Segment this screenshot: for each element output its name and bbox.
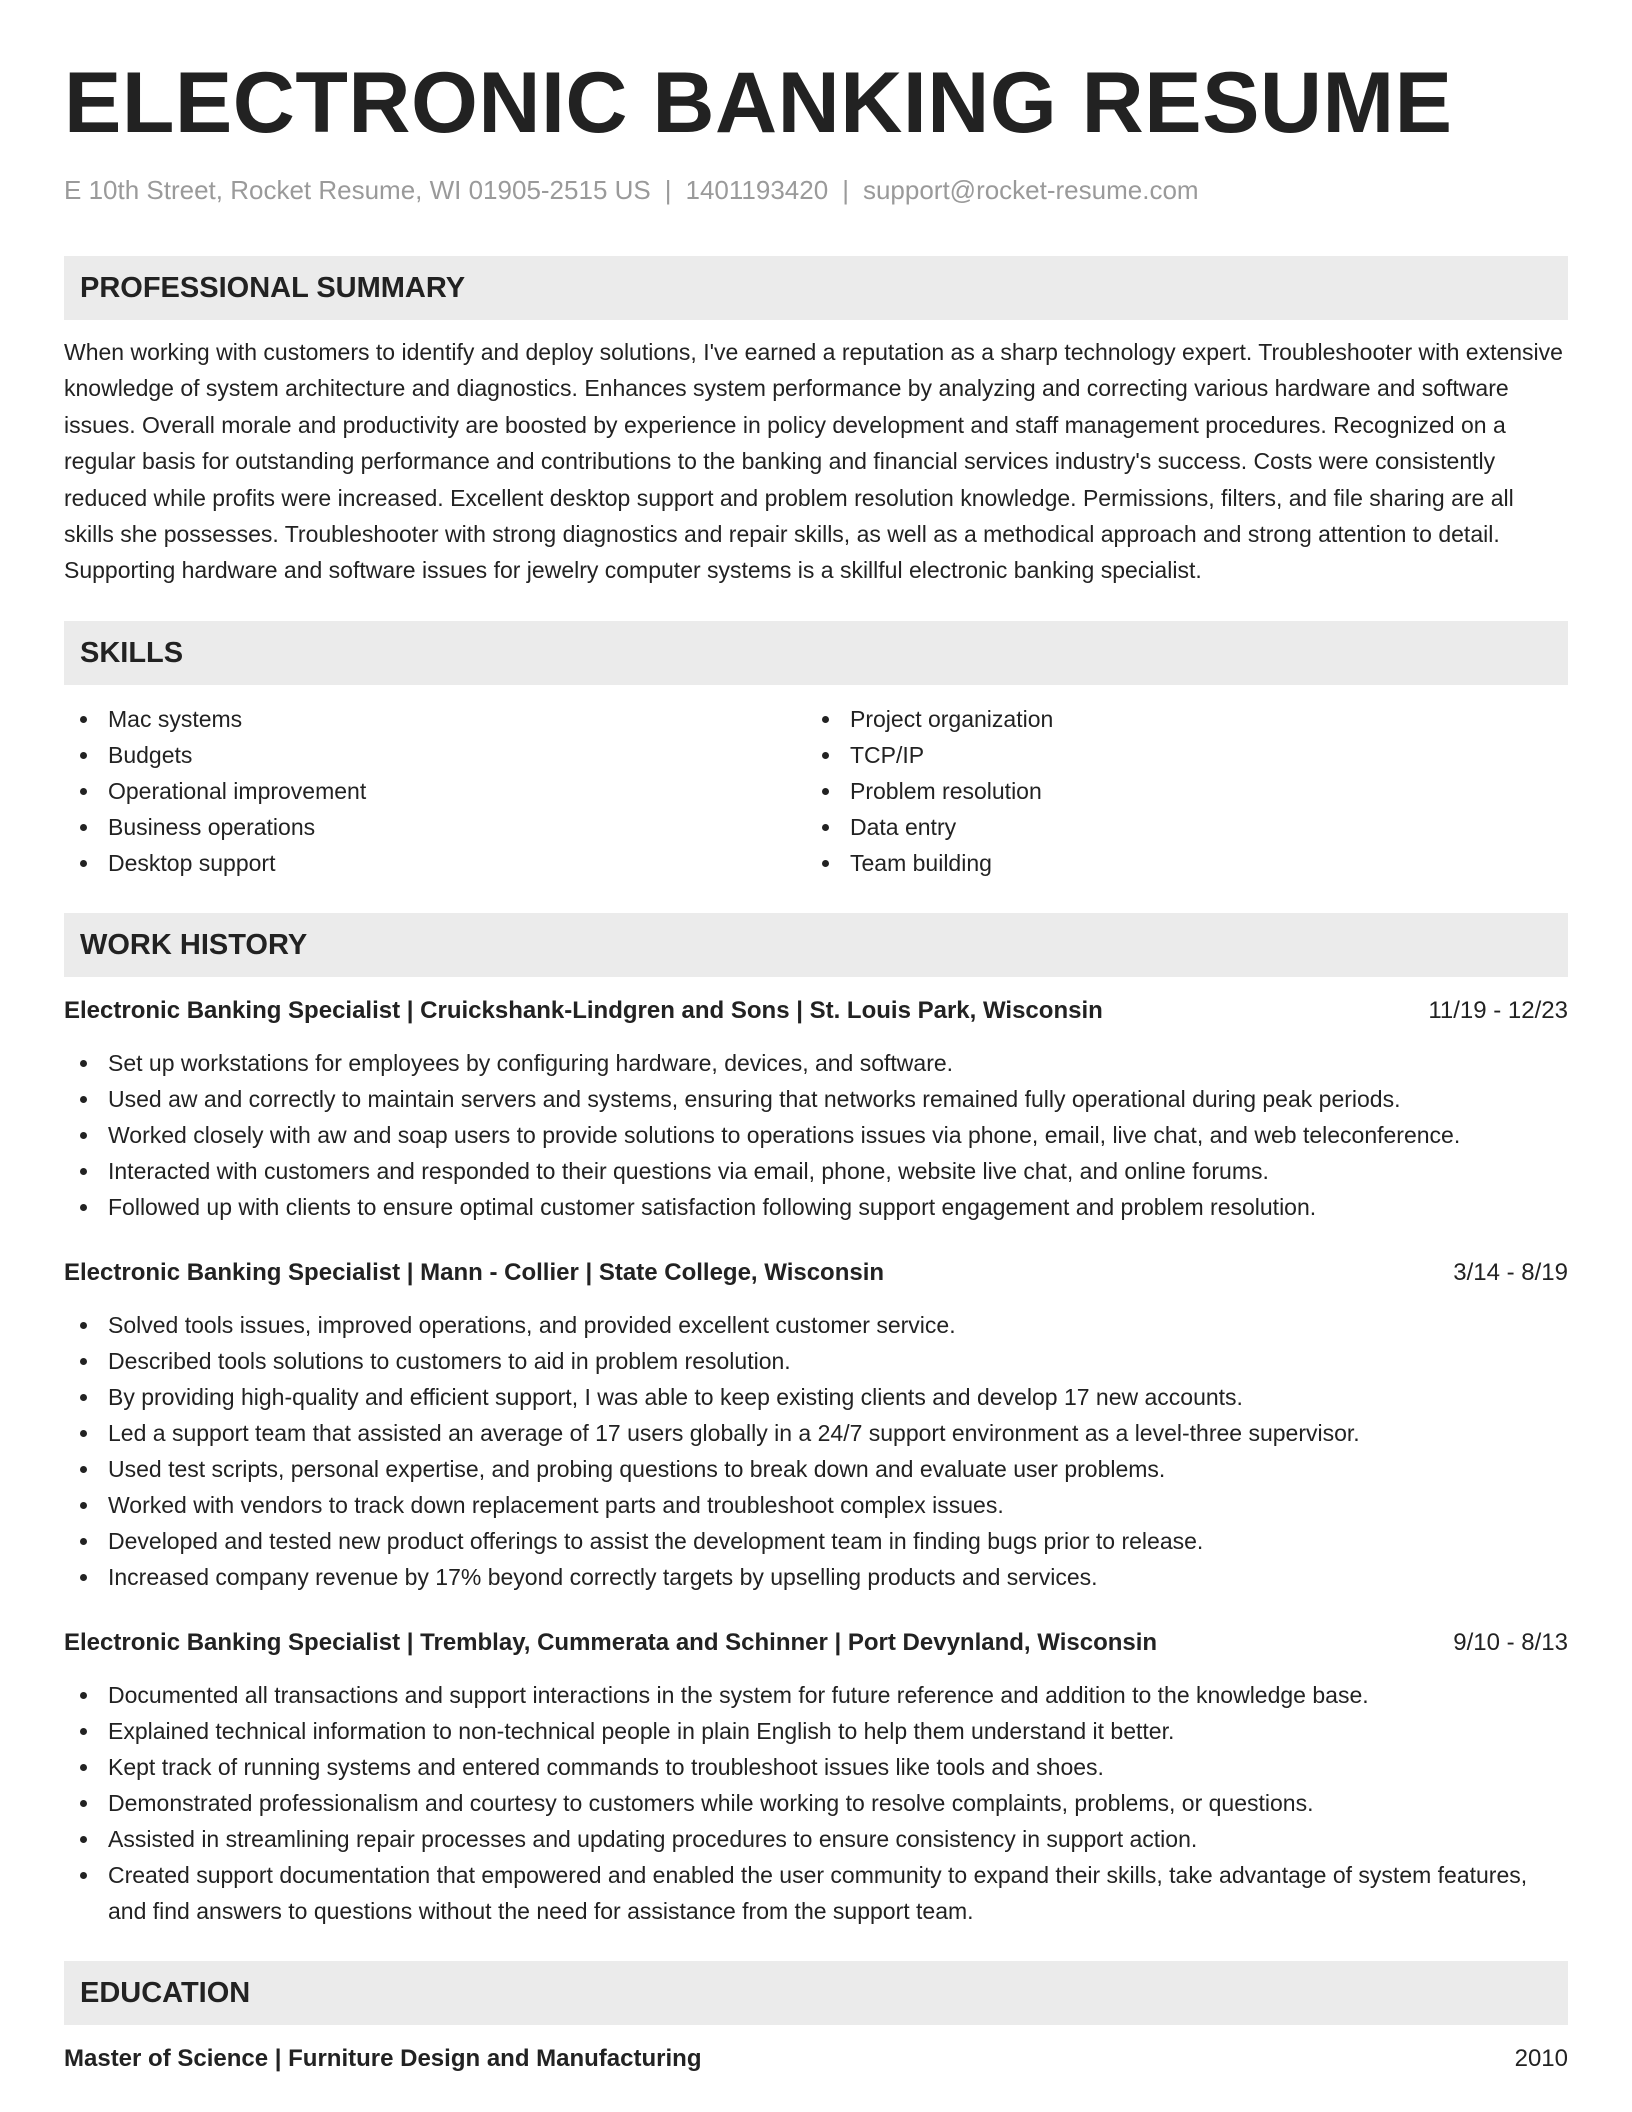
skill-item: Team building [806,845,1548,881]
summary-text: When working with customers to identify and deploy solutions, I've earned a reputation as a sharp technology expert. Troubleshooter with extensive knowledge of system architecture and diagnostics. Enhances system performance by analyzing and correcting various hardware and software issues. Overall morale and productivity are boosted by experience in policy development and staff management procedures. Recognized on a regular basis for outstanding performance and contributions to the banking and financial services industry's success. Costs were consistently reduced while profits were increased. Excellent desktop support and problem resolution knowledge. Permissions, filters, and file sharing are all skills she possesses. Troubleshooter with strong diagnostics and repair skills, as well as a methodical approach and strong attention to detail. Supporting hardware and software issues for jewelry computer systems is a skillful electronic banking specialist. [64,339,1563,584]
skill-item: Budgets [64,737,806,773]
job-bullet: Created support documentation that empowered and enabled the user community to expand their skills, take advantage of system features, and find answers to questions without the need for assistance from the support team. [64,1857,1568,1929]
job-bullet: Followed up with clients to ensure optimal customer satisfaction following support engagement and problem resolution. [64,1189,1568,1225]
education-heading: EDUCATION [64,1961,1568,2025]
job-bullet: Set up workstations for employees by configuring hardware, devices, and software. [64,1045,1568,1081]
job-dates: 3/14 - 8/19 [1453,1258,1568,1286]
skill-item: Desktop support [64,845,806,881]
skill-item: Operational improvement [64,773,806,809]
skill-item: Business operations [64,809,806,845]
job-bullets [64,1307,1568,1595]
job-bullet: Documented all transactions and support interactions in the system for future reference and addition to the knowledge base. [64,1677,1568,1713]
skill-item: TCP/IP [806,737,1548,773]
job-heading [64,1625,1568,1661]
job-title: Electronic Banking Specialist | Cruickshank-Lindgren and Sons | St. Louis Park, Wisconsin [64,996,1103,1024]
education-year: 2010 [1514,2044,1568,2072]
job-bullets [64,1677,1568,1929]
education-degree: Master of Science | Furniture Design and Manufacturing [64,2044,702,2072]
job-bullet: Increased company revenue by 17% beyond correctly targets by upselling products and services. [64,1559,1568,1595]
resume-page [64,0,1568,2077]
job-dates: 11/19 - 12/23 [1428,996,1568,1024]
job-bullet: Interacted with customers and responded to their questions via email, phone, website live chat, and online forums. [64,1153,1568,1189]
job-bullet: Led a support team that assisted an average of 17 users globally in a 24/7 support environment as a level-three supervisor. [64,1415,1568,1451]
contact-phone: 1401193420 [685,175,829,205]
job-entry [64,1625,1568,1929]
skills-grid [64,701,1568,881]
job-heading [64,993,1568,1029]
resume-title: ELECTRONIC BANKING RESUME [64,55,1453,151]
skill-item: Data entry [806,809,1548,845]
education-entry [64,2041,1568,2077]
job-title: Electronic Banking Specialist | Tremblay, Cummerata and Schinner | Port Devynland, Wisconsin [64,1628,1158,1656]
job-heading [64,1255,1568,1291]
contact-address: E 10th Street, Rocket Resume, WI 01905-2515 US [64,175,651,205]
skills-column-right [806,701,1548,881]
contact-email[interactable]: support@rocket-resume.com [862,175,1199,205]
job-bullet: By providing high-quality and efficient support, I was able to keep existing clients and develop 17 new accounts. [64,1379,1568,1415]
job-bullet: Solved tools issues, improved operations, and provided excellent customer service. [64,1307,1568,1343]
job-entry [64,1255,1568,1595]
job-bullet: Used test scripts, personal expertise, and probing questions to break down and evaluate user problems. [64,1451,1568,1487]
job-entry [64,993,1568,1225]
skills-heading: SKILLS [64,621,1568,685]
job-bullets [64,1045,1568,1225]
skill-item: Mac systems [64,701,806,737]
job-bullet: Demonstrated professionalism and courtesy to customers while working to resolve complaints, problems, or questions. [64,1785,1568,1821]
contact-separator: | [842,175,849,205]
contact-separator: | [664,175,672,205]
skills-column-left [64,701,806,881]
work-history-heading: WORK HISTORY [64,913,1568,977]
contact-line [64,174,1568,206]
job-bullet: Worked closely with aw and soap users to provide solutions to operations issues via phone, email, live chat, and web teleconference. [64,1117,1568,1153]
job-dates: 9/10 - 8/13 [1453,1628,1568,1656]
job-bullet: Used aw and correctly to maintain servers and systems, ensuring that networks remained fully operational during peak periods. [64,1081,1568,1117]
job-bullet: Worked with vendors to track down replacement parts and troubleshoot complex issues. [64,1487,1568,1523]
job-bullet: Explained technical information to non-technical people in plain English to help them understand it better. [64,1713,1568,1749]
job-bullet: Assisted in streamlining repair processes and updating procedures to ensure consistency in support action. [64,1821,1568,1857]
job-title: Electronic Banking Specialist | Mann - Collier | State College, Wisconsin [64,1258,885,1286]
skill-item: Problem resolution [806,773,1548,809]
job-bullet: Kept track of running systems and entered commands to troubleshoot issues like tools and shoes. [64,1749,1568,1785]
job-bullet: Developed and tested new product offerings to assist the development team in finding bugs prior to release. [64,1523,1568,1559]
skill-item: Project organization [806,701,1548,737]
job-bullet: Described tools solutions to customers to aid in problem resolution. [64,1343,1568,1379]
summary-heading: PROFESSIONAL SUMMARY [64,256,1568,320]
